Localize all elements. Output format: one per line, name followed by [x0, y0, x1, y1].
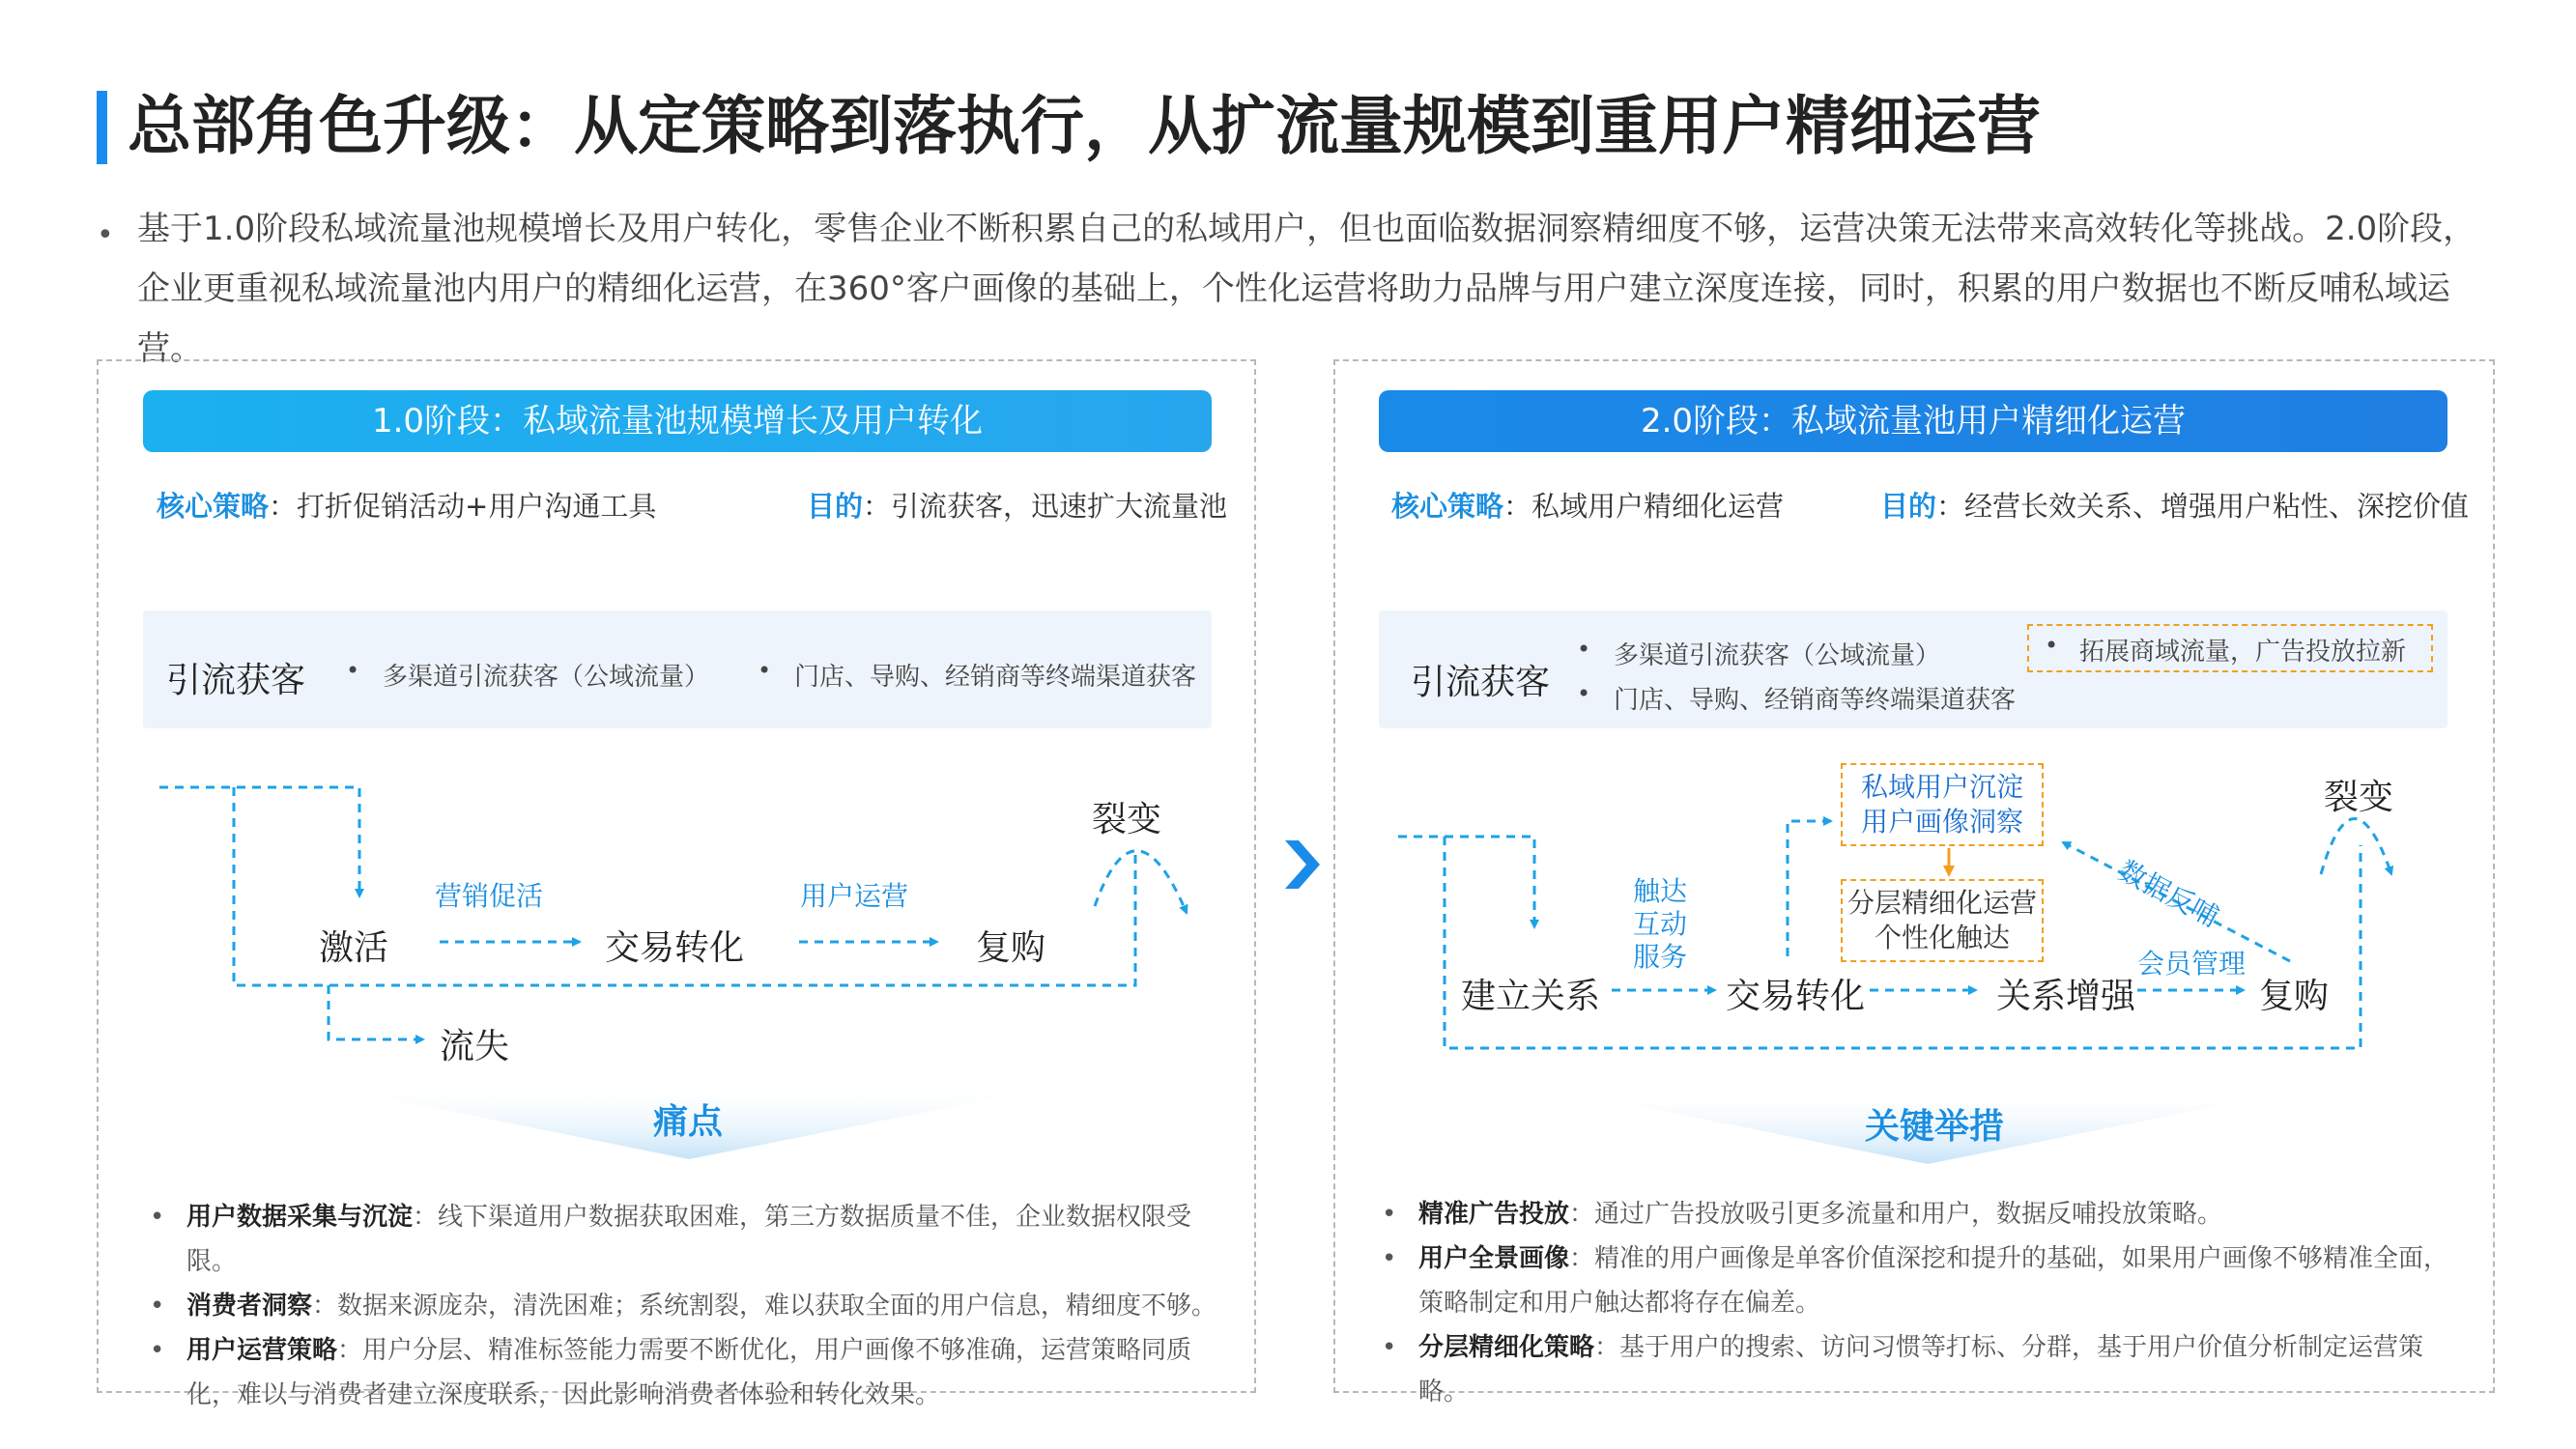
stage2-acq-item-1: 多渠道引流获客（公域流量）	[1614, 641, 1941, 670]
item-value: ：用户分层、精准标签能力需要不断优化，用户画像不够准确，运营策略同质化，难以与消费者建立深度联系，因此影响消费者体验和转化效果。	[186, 1336, 1192, 1409]
item-key: 消费者洞察	[186, 1292, 313, 1321]
item-value: ：精准的用户画像是单客价值深挖和提升的基础，如果用户画像不够精准全面，策略制定和用户触达都将存在偏差。	[1418, 1244, 2449, 1318]
node-activate: 激活	[319, 928, 389, 968]
edge-label-marketing: 营销促活	[435, 880, 544, 912]
box2-line1: 分层精细化运营	[1846, 887, 2037, 919]
item-key: 用户运营策略	[186, 1336, 338, 1365]
strategy-key: 核心策略	[1391, 490, 1504, 523]
stage2-acq-extra: 拓展商域流量，广告投放拉新	[2079, 638, 2407, 667]
box2-line2: 个性化触达	[1874, 922, 2010, 953]
stage2-goal	[1880, 485, 2469, 525]
edge-label-feedback: 数据反哺	[2113, 854, 2224, 934]
strategy-value: ：私域用户精细化运营	[1503, 490, 1785, 523]
bullet: •	[346, 657, 360, 684]
node-transact: 交易转化	[1726, 977, 1866, 1016]
bullet: •	[1577, 636, 1591, 663]
stage1-goal	[807, 485, 1227, 525]
bullet: •	[1382, 1244, 1397, 1273]
intro-paragraph: 基于1.0阶段私域流量池规模增长及用户转化，零售企业不断积累自己的私域用户，但也面临数据洞察精细度不够，运营决策无法带来高效转化等挑战。2.0阶段，企业更重视私域流量池内用户的精细化运营，在360°客户画像的基础上，个性化运营将助力品牌与用户建立深度连接，同时，积累的用户数据也不断反哺私域运营。	[137, 210, 2476, 368]
box1-line2: 用户画像洞察	[1860, 806, 2023, 838]
item-value: ：基于用户的搜索、访问习惯等打标、分群，基于用户价值分析制定运营策略。	[1418, 1333, 2424, 1406]
bullet: •	[150, 1292, 165, 1321]
stage1-strategy	[157, 485, 656, 525]
chevron-right-icon	[1285, 840, 1320, 889]
list-item	[150, 1284, 1227, 1328]
stage1-bottom-title: 痛点	[653, 1102, 724, 1142]
node-build-relation: 建立关系	[1461, 977, 1601, 1016]
list-item	[1382, 1325, 2459, 1414]
item-value: ：线下渠道用户数据获取困难，第三方数据质量不佳，企业数据权限受限。	[186, 1203, 1192, 1276]
touch-line3: 服务	[1633, 941, 1688, 973]
list-item	[150, 1195, 1227, 1284]
node-churn: 流失	[440, 1027, 510, 1066]
strategy-key: 核心策略	[157, 490, 270, 523]
item-key: 用户数据采集与沉淀	[186, 1203, 414, 1232]
goal-key: 目的	[1880, 490, 1937, 523]
item-key: 分层精细化策略	[1418, 1333, 1595, 1362]
page-title: 总部角色升级：从定策略到落执行，从扩流量规模到重用户精细运营	[128, 89, 2041, 163]
goal-value: ：经营长效关系、增强用户粘性、深挖价值	[1936, 490, 2470, 523]
stage1-acq-item-2: 门店、导购、经销商等终端渠道获客	[794, 663, 1197, 692]
stage2-acquisition-title: 引流获客	[1411, 663, 1551, 702]
list-item	[150, 1328, 1227, 1417]
intro-bullet: •	[97, 218, 114, 252]
stage2-bottom-title: 关键举措	[1865, 1107, 2005, 1147]
item-value: ：数据来源庞杂，清洗困难；系统割裂，难以获取全面的用户信息，精细度不够。	[312, 1292, 1217, 1321]
item-key: 用户全景画像	[1418, 1244, 1570, 1273]
edge-label-operation: 用户运营	[800, 880, 909, 912]
box1-line1: 私域用户沉淀	[1860, 771, 2023, 803]
goal-value: ：引流获客，迅速扩大流量池	[863, 490, 1228, 523]
stage1-painpoint-list	[150, 1195, 1227, 1417]
stage2-acq-item-2: 门店、导购、经销商等终端渠道获客	[1614, 686, 2017, 715]
bullet: •	[2045, 632, 2059, 659]
bullet: •	[758, 657, 772, 684]
item-key: 精准广告投放	[1418, 1200, 1570, 1229]
edge-label-touch	[1633, 875, 1687, 974]
node-transact: 交易转化	[605, 928, 745, 968]
stage2-banner: 2.0阶段：私域流量池用户精细化运营	[1379, 390, 2447, 452]
node-strengthen: 关系增强	[1996, 977, 2136, 1016]
bullet: •	[1382, 1200, 1397, 1229]
strategy-value: ：打折促销活动+用户沟通工具	[269, 490, 657, 523]
bullet: •	[1382, 1333, 1397, 1362]
stage1-acquisition-title: 引流获客	[166, 661, 306, 700]
stage2-strategy	[1391, 485, 1784, 525]
bullet: •	[150, 1336, 165, 1365]
edge-label-member: 会员管理	[2137, 948, 2247, 980]
stage2-measure-list	[1382, 1192, 2459, 1414]
stage1-acq-item-1: 多渠道引流获客（公域流量）	[383, 663, 710, 692]
item-value: ：通过广告投放吸引更多流量和用户，数据反哺投放策略。	[1569, 1200, 2223, 1229]
bullet: •	[1577, 680, 1591, 707]
list-item	[1382, 1192, 2459, 1236]
node-fission: 裂变	[2324, 778, 2394, 817]
node-repurchase: 复购	[976, 928, 1046, 968]
list-item	[1382, 1236, 2459, 1325]
stage1-banner: 1.0阶段：私域流量池规模增长及用户转化	[143, 390, 1212, 452]
node-fission: 裂变	[1092, 800, 1162, 839]
touch-line1: 触达	[1633, 875, 1688, 907]
bullet: •	[150, 1203, 165, 1232]
node-repurchase: 复购	[2259, 977, 2330, 1016]
touch-line2: 互动	[1633, 908, 1688, 940]
goal-key: 目的	[807, 490, 864, 523]
